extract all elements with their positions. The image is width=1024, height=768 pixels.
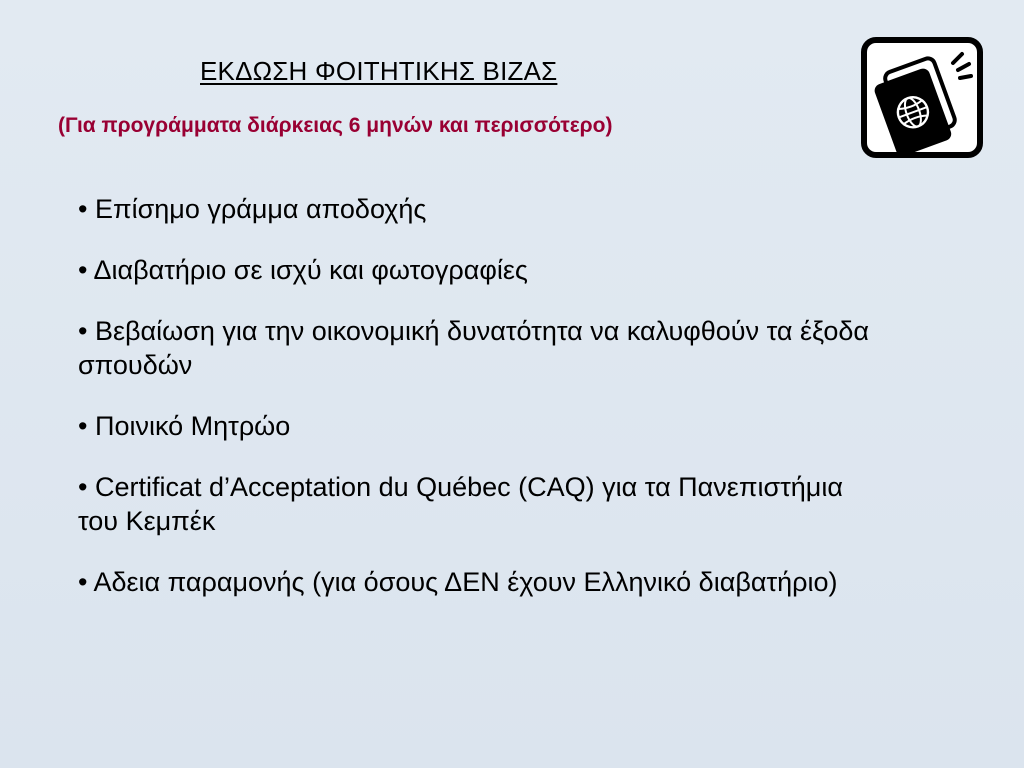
passport-icon — [861, 37, 983, 158]
list-item: • Certificat d’Acceptation du Québec (CAQ) για τα Πανεπιστήμια του Κεμπέκ — [78, 472, 843, 536]
slide-title: ΕΚΔΩΣΗ ΦΟΙΤΗΤΙΚΗΣ ΒΙΖΑΣ — [200, 56, 558, 86]
slide-subtitle: (Για προγράμματα διάρκειας 6 μηνών και περισσότερο) — [58, 114, 613, 137]
list-item: • Ποινικό Μητρώο — [78, 411, 291, 441]
list-item: • Επίσημο γράμμα αποδοχής — [78, 194, 427, 224]
requirements-list — [78, 192, 878, 599]
list-item: • Βεβαίωση για την οικονομική δυνατότητα να καλυφθούν τα έξοδα σπουδών — [78, 316, 870, 380]
list-item: • Αδεια παραμονής (για όσους ΔΕΝ έχουν Ελληνικό διαβατήριο) — [78, 567, 838, 597]
list-item: • Διαβατήριο σε ισχύ και φωτογραφίες — [78, 255, 528, 285]
